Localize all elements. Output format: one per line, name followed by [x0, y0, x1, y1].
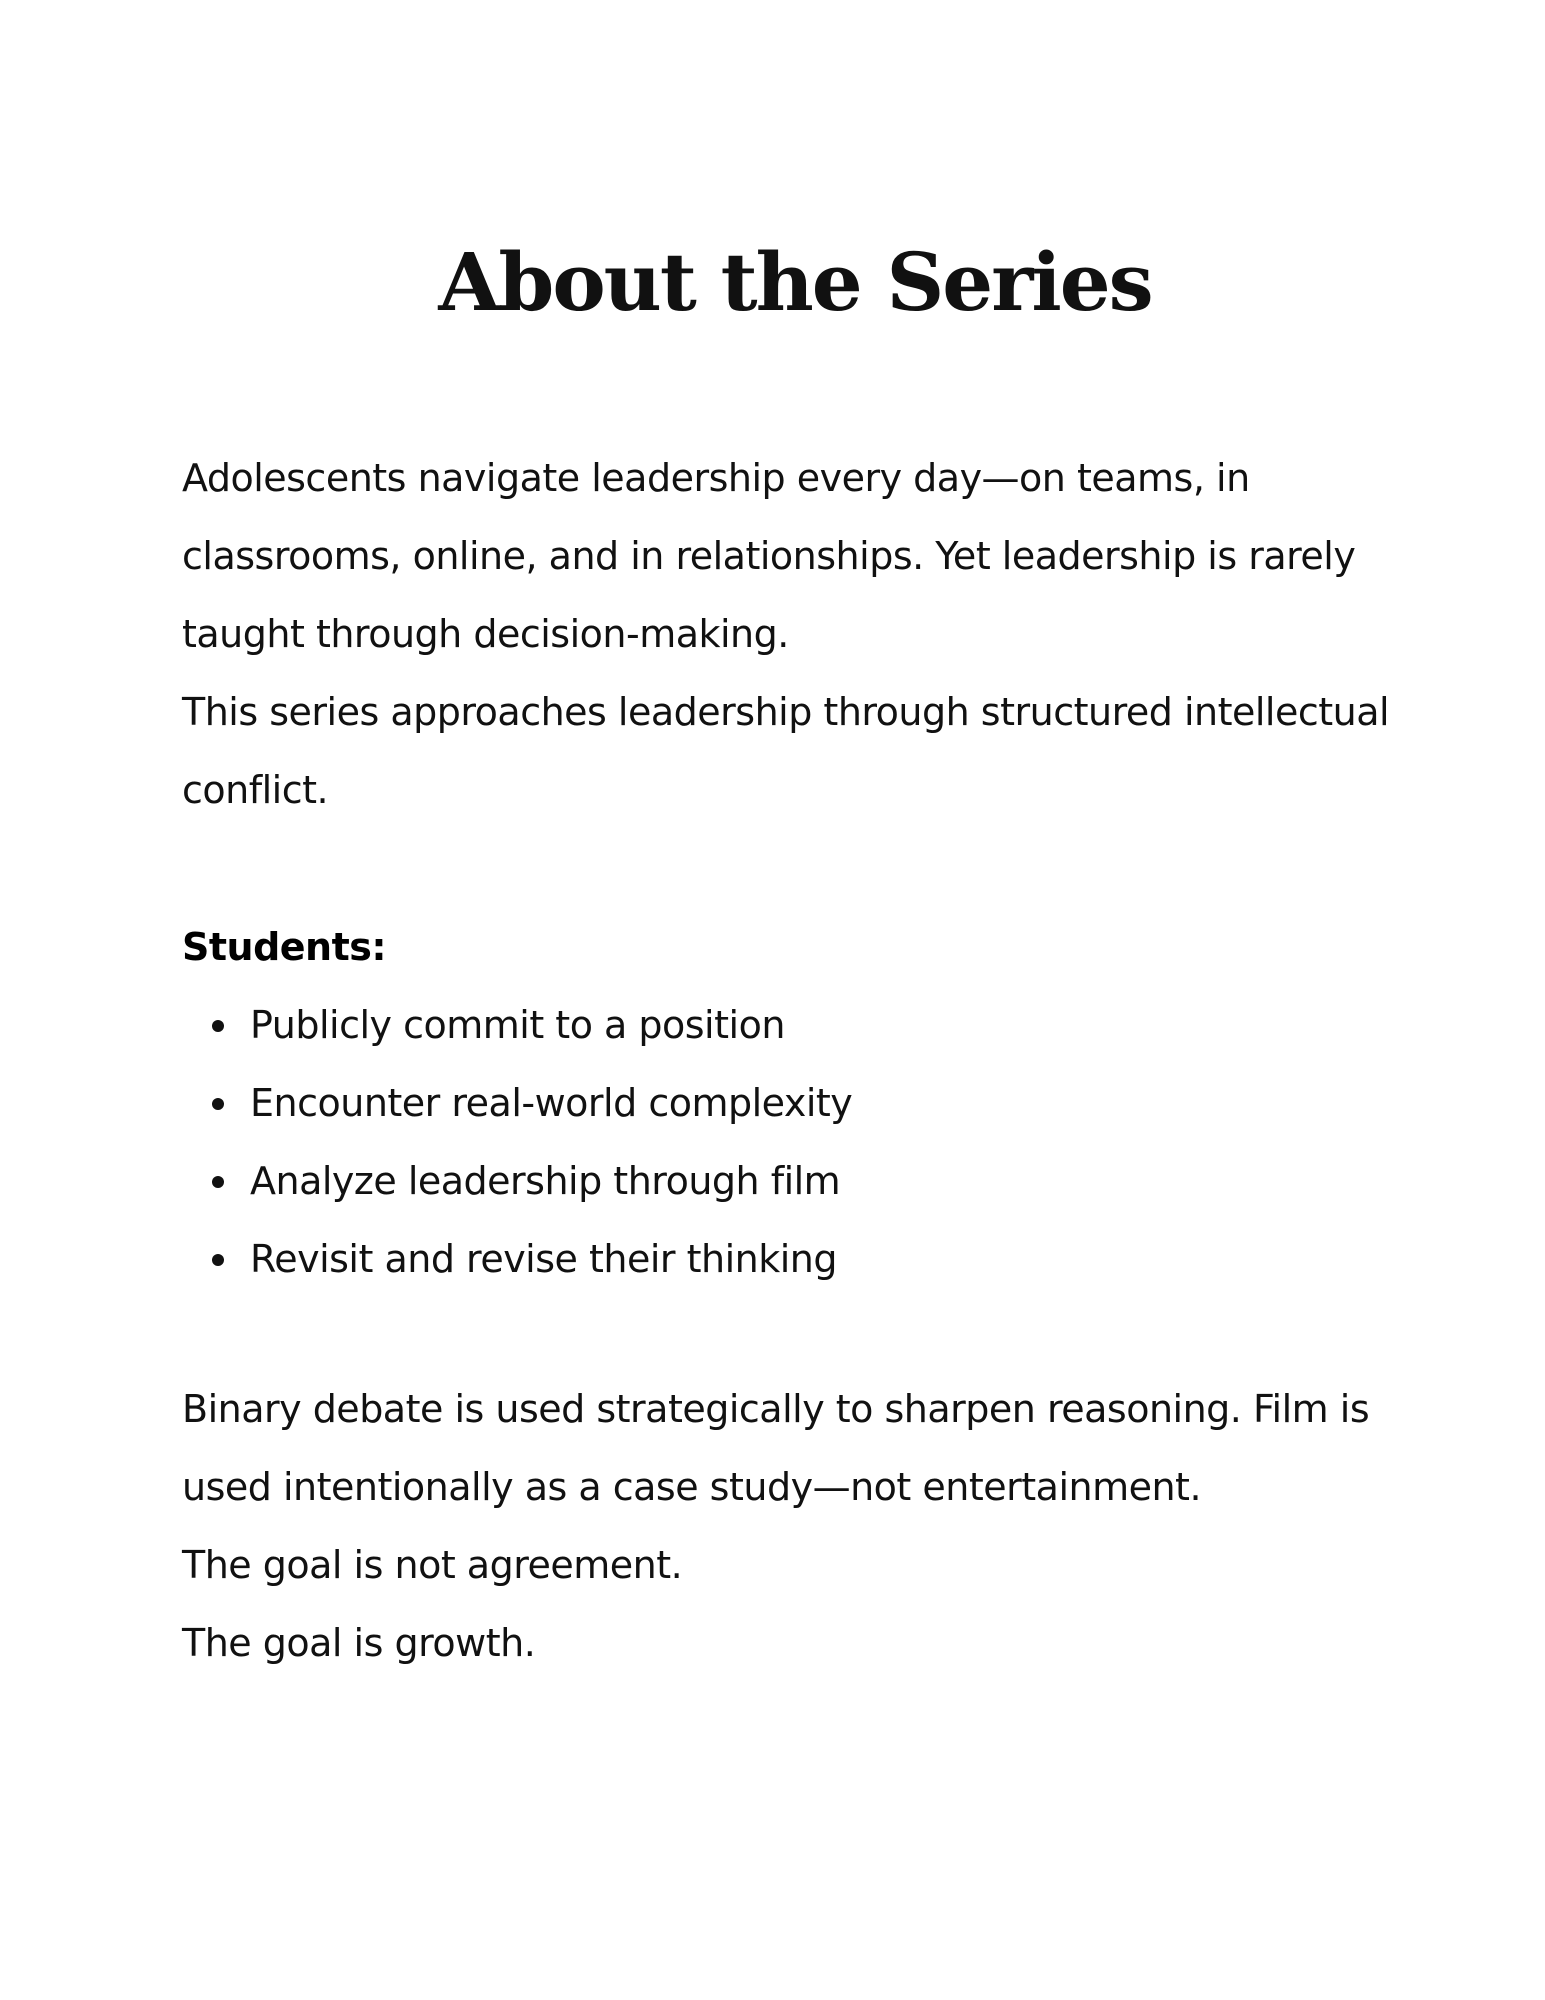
- bullet-icon: [212, 1254, 224, 1266]
- list-item-text: Analyze leadership through film: [250, 1159, 841, 1203]
- list-item: [182, 1220, 852, 1298]
- bullet-icon: [212, 1020, 224, 1032]
- list-item-text: Publicly commit to a position: [250, 1003, 785, 1047]
- students-heading: Students:: [182, 925, 387, 969]
- bullet-icon: [212, 1098, 224, 1110]
- closing-line-growth: The goal is growth.: [182, 1621, 536, 1665]
- intro-section: [182, 439, 1412, 829]
- closing-section: [182, 1370, 1412, 1682]
- intro-paragraph-2: This series approaches leadership through structured intellectual conflict.: [182, 690, 1390, 812]
- list-item-text: Revisit and revise their thinking: [250, 1237, 838, 1281]
- closing-line-agreement: The goal is not agreement.: [182, 1543, 683, 1587]
- closing-paragraph: Binary debate is used strategically to sharpen reasoning. Film is used intentionally as a case study—not entertainment.: [182, 1387, 1370, 1509]
- list-item: [182, 986, 852, 1064]
- bullet-icon: [212, 1176, 224, 1188]
- page-title: About the Series: [438, 235, 1152, 329]
- intro-paragraph: Adolescents navigate leadership every day—on teams, in classrooms, online, and in relationships. Yet leadership is rarely taught through decision-making.: [182, 456, 1356, 656]
- list-item-text: Encounter real-world complexity: [250, 1081, 853, 1125]
- list-item: [182, 1064, 852, 1142]
- students-list: [182, 986, 852, 1298]
- list-item: [182, 1142, 852, 1220]
